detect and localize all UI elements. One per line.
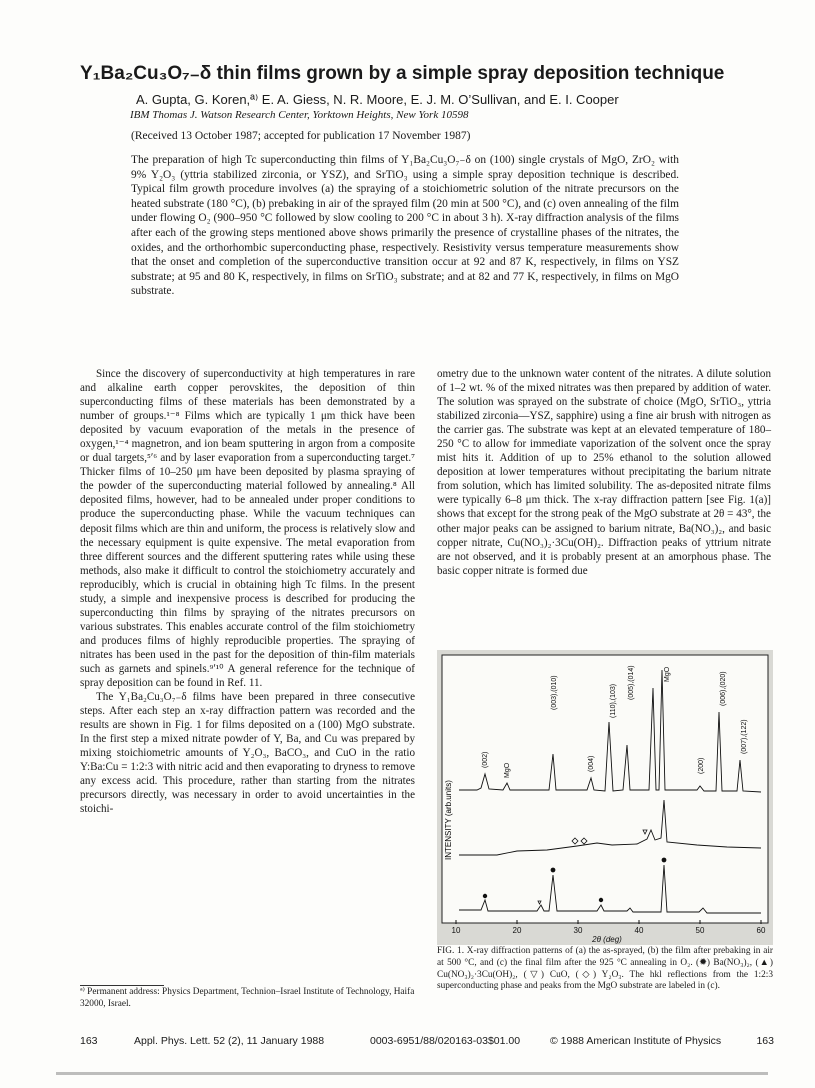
author-list: A. Gupta, G. Koren,ª⁾ E. A. Giess, N. R. Moore, E. J. M. O’Sullivan, and E. I. Cooper	[136, 92, 619, 107]
body-column-left	[80, 367, 415, 817]
x-tick-label: 30	[573, 926, 583, 935]
scan-edge	[56, 1072, 768, 1075]
article-title: Y₁Ba₂Cu₃O₇₋δ thin films grown by a simple spray deposition technique	[80, 63, 725, 84]
page-number-right: 163	[756, 1035, 774, 1047]
peak-label: (006),(020)	[720, 671, 727, 706]
footnote: ª⁾ Permanent address: Physics Department, Technion–Israel Institute of Technology, Haifa 32000, Israel.	[80, 987, 415, 1009]
peak-label: (007),(122)	[741, 719, 748, 754]
x-tick-label: 60	[756, 926, 766, 935]
received-dates: (Received 13 October 1987; accepted for publication 17 November 1987)	[131, 130, 471, 142]
x-axis-label: 2θ (deg)	[592, 935, 622, 944]
figure-1	[437, 650, 773, 945]
figure-caption: FIG. 1. X-ray diffraction patterns of (a) the as-sprayed, (b) the film after prebaking in air at 500 °C, and (c) the final film after the 925 °C annealing in O₂. (✹) Ba(NO₃)₂, (▲) Cu(NO₃)₂·3Cu(OH)₂, (▽) CuO, (◇) Y₂O₃. The hkl reflections from the 1:2:3 superconducting phase and peaks from the MgO substrate are labeled in (c).	[437, 946, 773, 992]
ba-nitrate-marker-icon	[599, 898, 603, 902]
x-tick-label: 40	[634, 926, 644, 935]
journal-citation: Appl. Phys. Lett. 52 (2), 11 January 1988	[134, 1035, 325, 1047]
abstract: The preparation of high Tc superconducting thin films of Y₁Ba₂Cu₃O₇₋δ on (100) single crystals of MgO, ZrO₂ with 9% Y₂O₃ (yttria stabilized zirconia, or YSZ), and SrTiO₃ using a simple spray deposition technique is described. Typical film growth procedure involves (a) the spraying of a stoichiometric solution of the nitrate precursors on the heated substrate (180 °C), (b) prebaking in air of the sprayed film (20 min at 500 °C), and (c) oven annealing of the film under flowing O₂ (900–950 °C followed by slow cooling to 200 °C in about 3 h). X-ray diffraction analysis of the films after each of the growing steps mentioned above shows primarily the presence of crystalline phases of the nitrates, the oxides, and the orthorhombic superconducting phase, respectively. Resistivity versus temperature measurements show that the onset and completion of the superconductive transition occur at 92 and 87 K, respectively, in films on YSZ substrate; at 95 and 80 K, respectively, in films on SrTiO₃ substrate; and at 82 and 77 K, respectively, in films on MgO substrate.	[131, 154, 679, 298]
peak-label: (200)	[698, 757, 705, 774]
ba-nitrate-marker-icon	[662, 858, 666, 862]
peak-label: MgO	[504, 762, 511, 778]
y-axis-label: INTENSITY (arb.units)	[444, 780, 453, 860]
peak-label: (004)	[588, 755, 595, 772]
peak-label: (110),(103)	[610, 683, 617, 718]
affiliation: IBM Thomas J. Watson Research Center, Yorktown Heights, New York 10598	[130, 109, 469, 121]
ba-nitrate-marker-icon	[551, 868, 555, 872]
page-footer	[80, 1035, 774, 1051]
x-tick-label: 20	[512, 926, 522, 935]
footnote-divider	[80, 985, 164, 986]
xrd-plot	[437, 650, 773, 945]
x-tick-label: 10	[451, 926, 461, 935]
peak-label: (002)	[482, 751, 489, 768]
peak-label: (003),(010)	[551, 675, 558, 710]
body-paragraph-1: Since the discovery of superconductivity at high temperatures in rare and alkaline earth copper perovskites, the deposition of thin superconducting films of these materials has been demonstrated by a number of groups.¹⁻⁸ Films which are typically 1 μm thick have been deposited by vacuum evaporation of the metals in the presence of oxygen,¹⁻⁴ magnetron, and ion beam sputtering in argon from a composite or dual targets,⁵ʹ⁶ and by laser evaporation from a superconducting target.⁷ Thicker films of 10–250 μm have been deposited by plasma spraying of the powder of the superconducting material followed by annealing.⁸ All deposited films, however, had to be annealed under proper conditions to produce the superconducting phase. While the vacuum techniques can deposit films which are thin and uniform, the process is relatively slow and the necessary equipment is quite expensive. The metal evaporation from three different sources and the different sputtering rates while using these methods, also make it difficult to control the stoichiometry accurately and reproducibly, which is crucial in obtaining high Tc films. In the present study, a simple and inexpensive process is described for producing the superconducting thin films by spraying of the nitrates precursors on various substrates. This enables accurate control of the film stoichiometry and produces films of highly reproducible properties. The spraying of nitrates has been used in the past for the deposition of thin-film materials such as garnets and spinels.⁹ʹ¹⁰ A general reference for the technique of spray deposition can be found in Ref. 11.	[80, 368, 415, 690]
peak-label: MgO	[664, 666, 671, 682]
peak-label: (005),(014)	[628, 665, 635, 700]
article-code: 0003-6951/88/020163-03$01.00	[370, 1035, 521, 1047]
copyright: © 1988 American Institute of Physics	[550, 1035, 722, 1047]
page-number-left: 163	[80, 1035, 98, 1047]
x-tick-label: 50	[695, 926, 705, 935]
body-paragraph-3: ometry due to the unknown water content of the nitrates. A dilute solution of 1–2 wt. % of the mixed nitrates was then prepared by addition of water. The solution was sprayed on the substrate of choice (MgO, SrTiO₃, yttria stabilized zirconia—YSZ, sapphire) using a fine air brush with nitrogen as the carrier gas. The substrate was kept at an elevated temperature of 180–250 °C to allow for immediate vaporization of the solvent once the spray mist hits it. Addition of up to 25% ethanol to the solution allowed deposition at lower temperatures without precipitating the barium nitrate from solution, which has limited solubility. The as-deposited nitrate films were typically 6–8 μm thick. The x-ray diffraction pattern [see Fig. 1(a)] shows that except for the strong peak of the MgO substrate at 2θ = 43°, the other major peaks can be assigned to barium nitrate, Ba(NO₃)₂, and basic copper nitrate, Cu(NO₃)₂·3Cu(OH)₂. Diffraction peaks of yttrium nitrate are not observed, and it is probably present at an amorphous phase. The basic copper nitrate is formed due	[437, 368, 771, 577]
body-paragraph-2: The Y₁Ba₂Cu₃O₇₋δ films have been prepared in three consecutive steps. After each step an x-ray diffraction pattern was recorded and the results are shown in Fig. 1 for films deposited on a (100) MgO substrate. In the first step a mixed nitrate powder of Y, Ba, and Cu was prepared by mixing stoichiometric amounts of Y₂O₃, BaCO₃, and CuO in the ratio Y:Ba:Cu = 1:2:3 with nitric acid and then evaporating to dryness to remove any excess acid. This procedure, rather than starting from the nitrates precursors directly, was necessary in order to avoid uncertainties in the stoichi-	[80, 691, 415, 816]
ba-nitrate-marker-icon	[483, 894, 487, 898]
body-column-right	[437, 367, 771, 578]
